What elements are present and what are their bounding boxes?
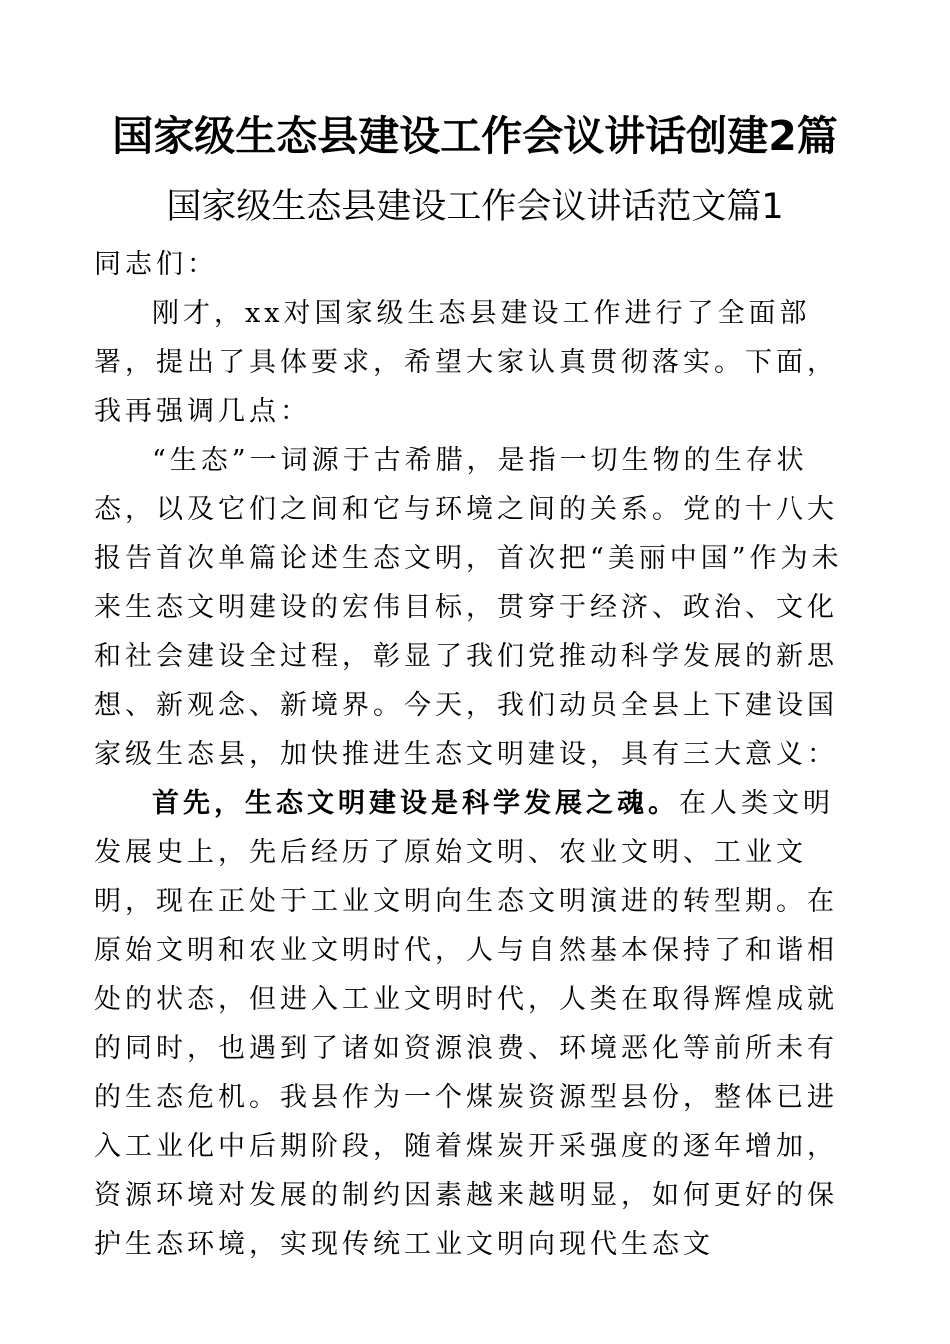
document-title: 国家级生态县建设工作会议讲话创建2篇: [112, 112, 838, 160]
paragraph-ecology-meaning: “生态”一词源于古希腊，是指一切生物的生存状态，以及它们之间和它与环境之间的关系。党的十八大报告首次单篇论述生态文明，首次把“美丽中国”作为未来生态文明建设的宏伟目标，贯穿于经济、政治、文化和社会建设全过程，彰显了我们党推动科学发展的新思想、新观念、新境界。今天，我们动员全县上下建设国家级生态县，加快推进生态文明建设，具有三大意义：: [94, 445, 843, 770]
point-one-body: 在人类文明发展史上，先后经历了原始文明、农业文明、工业文明，现在正处于工业文明向生态文明演进的转型期。在原始文明和农业文明时代，人与自然基本保持了和谐相处的状态，但进入工业文明时代，人类在取得辉煌成就的同时，也遇到了诸如资源浪费、环境恶化等前所未有的生态危机。我县作为一个煤炭资源型县份，整体已进入工业化中后期阶段，随着煤炭开采强度的逐年增加，资源环境对发展的制约因素越来越明显，如何更好的保护生态环境，实现传统工业文明向现代生态文: [94, 788, 838, 1260]
paragraph-intro: 刚才，xx对国家级生态县建设工作进行了全面部署，提出了具体要求，希望大家认真贯彻落实。下面，我再强调几点：: [94, 298, 838, 427]
salutation: 同志们：: [94, 249, 218, 280]
document-subtitle: 国家级生态县建设工作会议讲话范文篇1: [166, 187, 784, 227]
point-one-lead: 首先，生态文明建设是科学发展之魂。: [152, 788, 679, 819]
paragraph-point-one: [94, 779, 854, 1269]
document-body: [94, 218, 854, 1269]
